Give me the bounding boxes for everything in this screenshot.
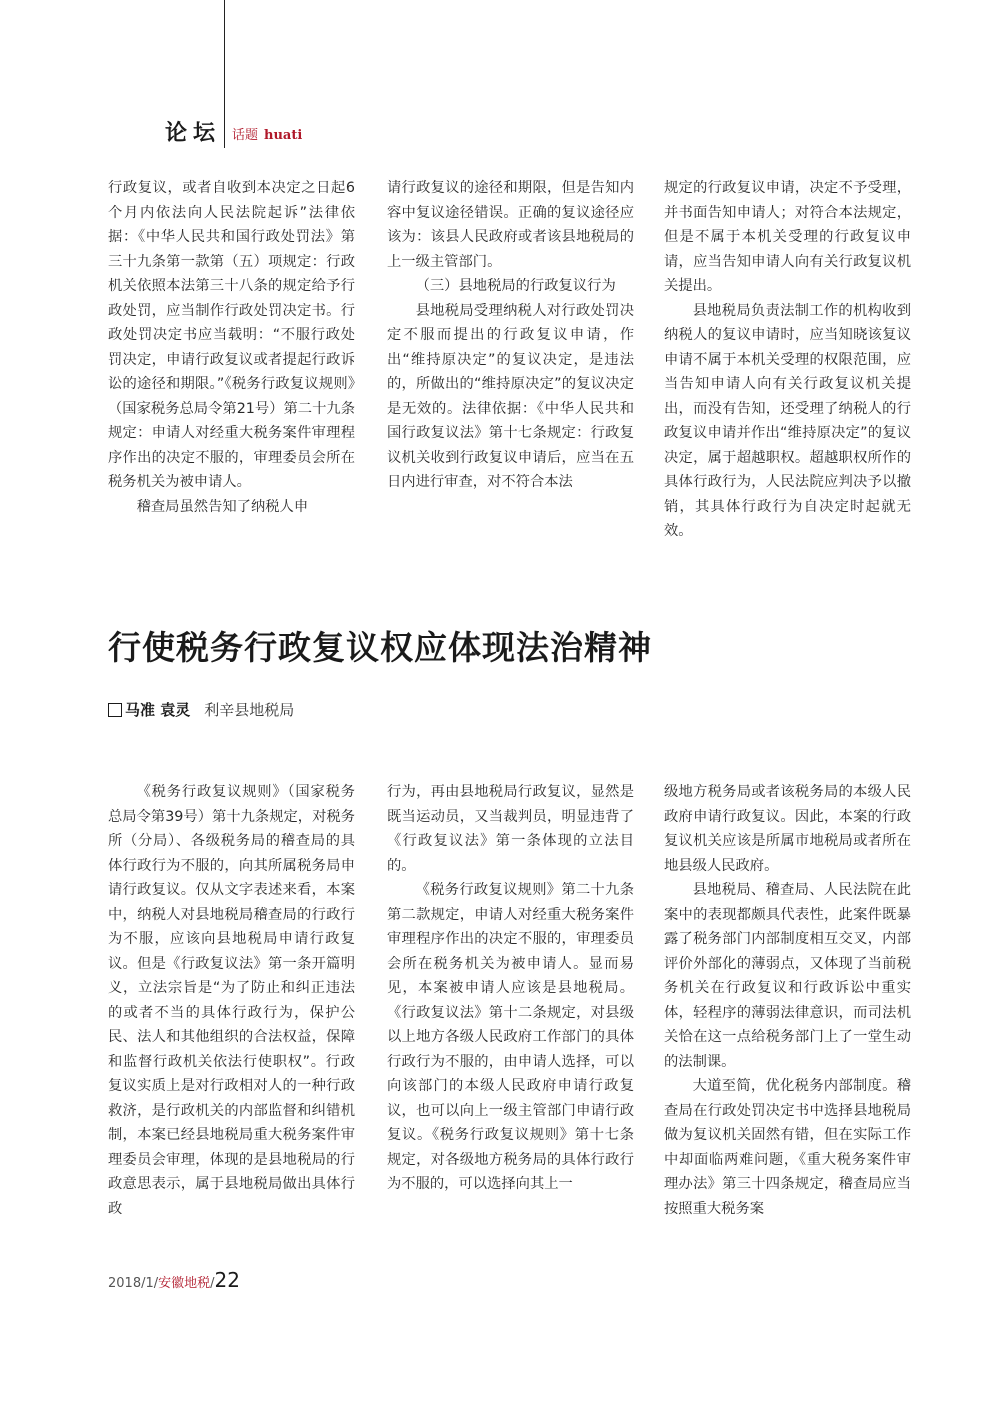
bottom-column-1: [108, 780, 355, 1221]
paragraph: 县地税局受理纳税人对行政处罚决定不服而提出的行政复议申请，作出“维持原决定”的复议决定，是违法的，所做出的“维持原决定”的复议决定是无效的。法律依据：《中华人民共和国行政复议法》第十七条规定：行政复议机关收到行政复议申请后，应当在五日内进行审查，对不符合本法: [387, 302, 634, 490]
authors: 马准 袁灵: [125, 701, 191, 719]
bottom-column-3: [664, 780, 911, 1221]
top-column-3: [664, 176, 911, 544]
subheading: （三）县地税局的行政复议行为: [415, 278, 616, 294]
page-number: 22: [214, 1268, 240, 1292]
page-footer: [108, 1268, 240, 1292]
paragraph: 行政复议，或者自收到本决定之日起6个月内依法向人民法院起诉”法律依据：《中华人民共和国行政处罚法》第三十九条第一款第（五）项规定：行政机关依照本法第三十八条的规定给予行政处罚，应当制作行政处罚决定书。行政处罚决定书应当载明：“不服行政处罚决定，申请行政复议或者提起行政诉讼的途径和期限。”《税务行政复议规则》（国家税务总局令第21号）第二十九条规定：申请人对经重大税务案件审理程序作出的决定不服的，审理委员会所在税务机关为被申请人。: [108, 180, 355, 490]
section-tag-cn: 话题: [232, 128, 259, 143]
paragraph: 县地税局、稽查局、人民法院在此案中的表现都颇具代表性，此案件既暴露了税务部门内部制度相互交叉，内部评价外部化的薄弱点，又体现了当前税务机关在行政复议和行政诉讼中重实体，轻程序的薄弱法律意识，而司法机关恰在这一点给税务部门上了一堂生动的法制课。: [664, 882, 911, 1070]
section-header: [165, 116, 221, 148]
footer-magazine: 安徽地税: [158, 1276, 211, 1291]
paragraph: 县地税局负责法制工作的机构收到纳税人的复议申请时，应当知晓该复议申请不属于本机关受理的权限范围，应当告知申请人向有关行政复议机关提出，而没有告知，还受理了纳税人的行政复议申请并作出“维持原决定”的复议决定，属于超越职权。超越职权所作的具体行政行为，人民法院应判决予以撤销，其具体行政行为自决定时起就无效。: [664, 302, 911, 539]
header-vertical-rule: [224, 0, 225, 148]
top-column-2: [387, 176, 634, 495]
footer-issue: 2018/1/: [108, 1276, 159, 1291]
section-title: 论坛: [165, 120, 222, 146]
section-tag-en: huati: [264, 128, 303, 143]
square-bullet-icon: [108, 703, 122, 717]
paragraph: 级地方税务局或者该税务局的本级人民政府申请行政复议。因此，本案的行政复议机关应该是所属市地税局或者所在地县级人民政府。: [664, 784, 911, 874]
paragraph: 《税务行政复议规则》第二十九条第二款规定，申请人对经重大税务案件审理程序作出的决定不服的，审理委员会所在税务机关为被申请人。显而易见，本案被申请人应该是县地税局。《行政复议法》第十二条规定，对县级以上地方各级人民政府工作部门的具体行政行为不服的，由申请人选择，可以向该部门的本级人民政府申请行政复议，也可以向上一级主管部门申请行政复议。《税务行政复议规则》第十七条规定，对各级地方税务局的具体行政行为不服的，可以选择向其上一: [387, 882, 634, 1192]
paragraph: 行为，再由县地税局行政复议，显然是既当运动员，又当裁判员，明显违背了《行政复议法》第一条体现的立法目的。: [387, 784, 634, 874]
footer-separator: /: [210, 1276, 215, 1291]
paragraph: 稽查局虽然告知了纳税人申: [136, 498, 309, 515]
article-title: 行使税务行政复议权应体现法治精神: [108, 628, 652, 667]
paragraph: 规定的行政复议申请，决定不予受理，并书面告知申请人；对符合本法规定，但是不属于本机关受理的行政复议申请，应当告知申请人向有关行政复议机关提出。: [664, 180, 911, 294]
affiliation: 利辛县地税局: [204, 701, 295, 719]
section-tag: [232, 124, 302, 143]
paragraph: 《税务行政复议规则》（国家税务总局令第39号）第十九条规定，对税务所（分局）、各级税务局的稽查局的具体行政行为不服的，向其所属税务局申请行政复议。仅从文字表述来看，本案中，纳税人对县地税局稽查局的行政行为不服，应该向县地税局申请行政复议。但是《行政复议法》第一条开篇明义，立法宗旨是“为了防止和纠正违法的或者不当的具体行政行为，保护公民、法人和其他组织的合法权益，保障和监督行政机关依法行使职权”。行政复议实质上是对行政相对人的一种行政救济，是行政机关的内部监督和纠错机制，本案已经县地税局重大税务案件审理委员会审理，体现的是县地税局的行政意思表示，属于县地税局做出具体行政: [108, 784, 355, 1217]
paragraph: 请行政复议的途径和期限，但是告知内容中复议途径错误。正确的复议途径应该为：该县人民政府或者该县地税局的上一级主管部门。: [387, 180, 634, 270]
byline: [108, 699, 294, 720]
bottom-column-2: [387, 780, 634, 1197]
top-column-1: [108, 176, 355, 519]
paragraph: 大道至简，优化税务内部制度。稽查局在行政处罚决定书中选择县地税局做为复议机关固然有错，但在实际工作中却面临两难问题，《重大税务案件审理办法》第三十四条规定，稽查局应当按照重大税务案: [664, 1078, 911, 1217]
